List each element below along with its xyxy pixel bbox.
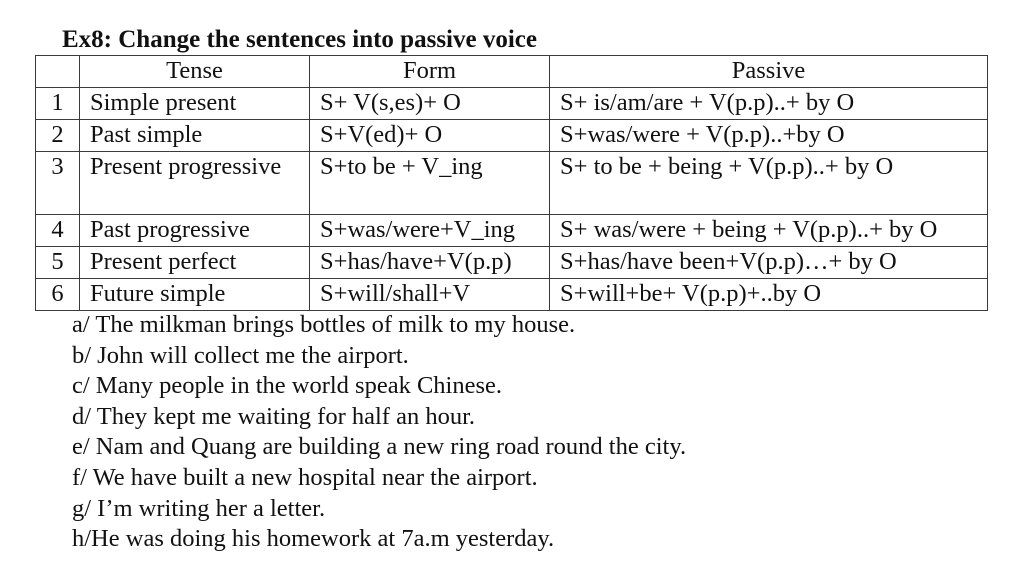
form-cell: S+to be + V_ing	[310, 152, 550, 215]
sentence-item: a/ The milkman brings bottles of milk to my house.	[72, 311, 576, 338]
row-number: 6	[36, 279, 80, 311]
form-cell: S+will/shall+V	[310, 279, 550, 311]
table-row	[36, 120, 988, 152]
form-cell: S+V(ed)+ O	[310, 120, 550, 152]
exercise-title: Ex8: Change the sentences into passive voice	[62, 26, 537, 53]
sentence-item: f/ We have built a new hospital near the airport.	[72, 463, 538, 491]
table-row	[36, 88, 988, 120]
passive-cell: S+has/have been+V(p.p)…+ by O	[550, 247, 988, 279]
form-cell: S+was/were+V_ing	[310, 215, 550, 247]
sentence-item: d/ They kept me waiting for half an hour.	[72, 402, 476, 430]
form-cell: S+ V(s,es)+ O	[310, 88, 550, 120]
sentence-item: c/ Many people in the world speak Chinese.	[72, 372, 503, 400]
row-number: 4	[36, 215, 80, 247]
table-row	[36, 215, 988, 247]
sentence-item: e/ Nam and Quang are building a new ring road round the city.	[72, 433, 687, 461]
tense-cell: Future simple	[80, 279, 310, 311]
passive-cell: S+ to be + being + V(p.p)..+ by O	[550, 152, 988, 215]
header-number	[36, 56, 80, 88]
passive-cell: S+ is/am/are + V(p.p)..+ by O	[550, 88, 988, 120]
passive-cell: S+ was/were + being + V(p.p)..+ by O	[550, 215, 988, 247]
sentence-item: g/ I’m writing her a letter.	[72, 494, 326, 522]
tense-cell: Simple present	[80, 88, 310, 120]
row-number: 3	[36, 152, 80, 215]
header-tense: Tense	[80, 56, 310, 88]
header-form: Form	[310, 56, 550, 88]
tense-cell: Past simple	[80, 120, 310, 152]
row-number: 5	[36, 247, 80, 279]
row-number: 1	[36, 88, 80, 120]
row-number: 2	[36, 120, 80, 152]
passive-cell: S+was/were + V(p.p)..+by O	[550, 120, 988, 152]
tense-cell: Present perfect	[80, 247, 310, 279]
tense-cell: Present progressive	[80, 152, 310, 215]
sentence-item: h/He was doing his homework at 7a.m yesterday.	[72, 525, 555, 553]
table-row	[36, 279, 988, 311]
exercise-sentences	[72, 310, 686, 555]
form-cell: S+has/have+V(p.p)	[310, 247, 550, 279]
table-row	[36, 152, 988, 215]
header-passive: Passive	[550, 56, 988, 88]
passive-voice-table	[35, 55, 988, 311]
passive-cell: S+will+be+ V(p.p)+..by O	[550, 279, 988, 311]
table-header-row	[36, 56, 988, 88]
sentence-item: b/ John will collect me the airport.	[72, 341, 409, 369]
tense-cell: Past progressive	[80, 215, 310, 247]
table-row	[36, 247, 988, 279]
